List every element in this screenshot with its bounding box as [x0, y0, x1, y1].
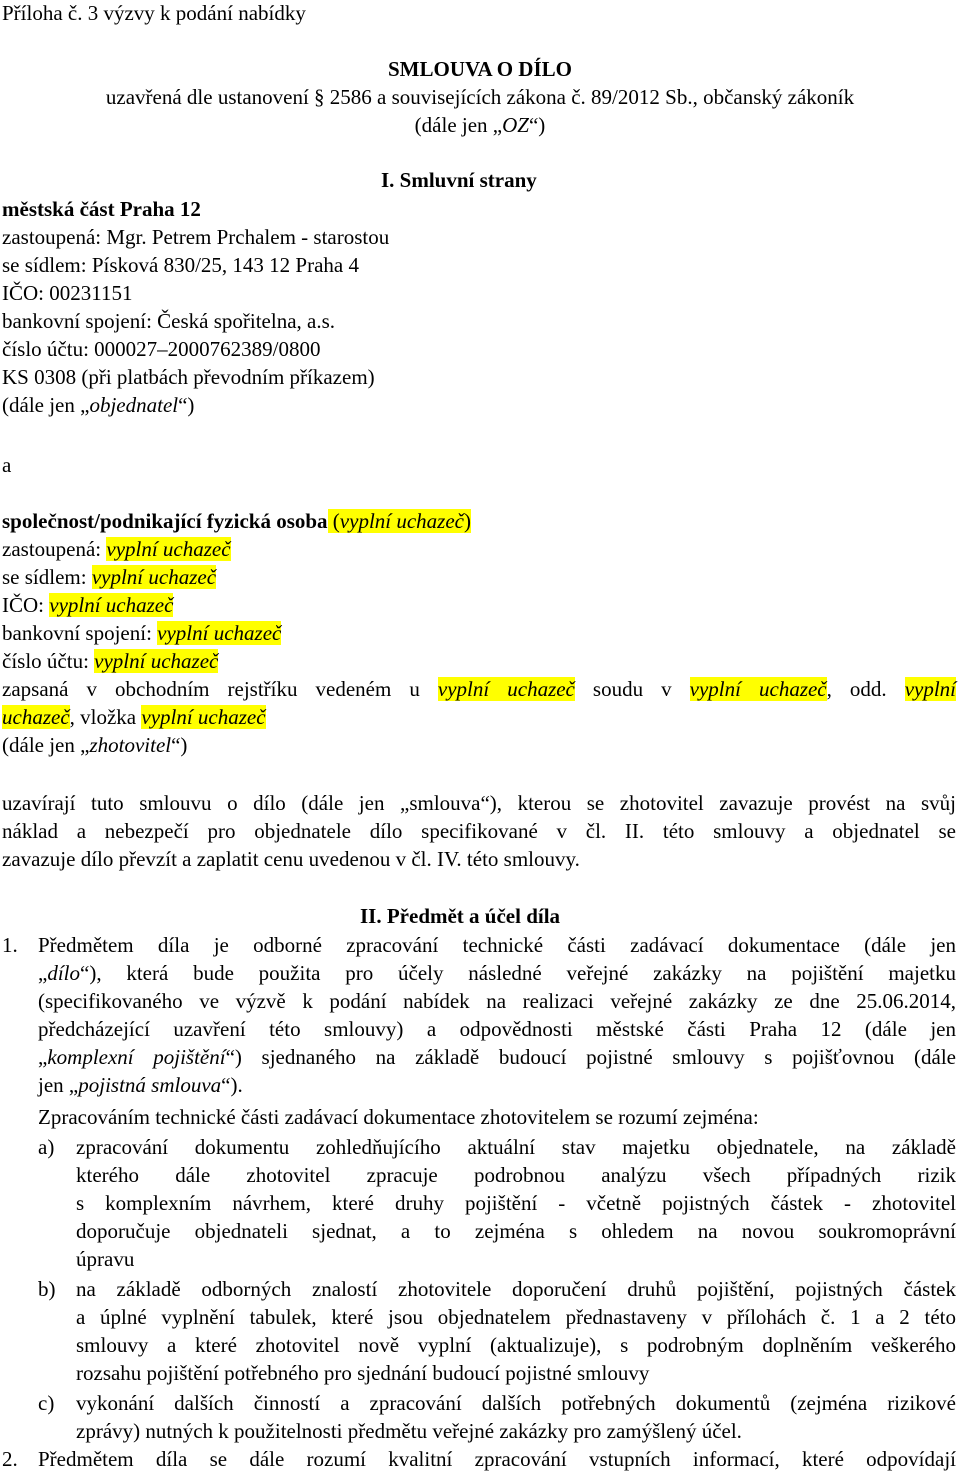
paragraph-line: předcházející uzavření této smlouvy) a odpovědnosti městské části Praha 12 (dále jen	[38, 1017, 956, 1041]
list-line: rozsahu pojištění potřebného pro sjednání budoucí pojistné smlouvy	[76, 1361, 650, 1385]
paragraph-line: jen „pojistná smlouva“).	[38, 1073, 243, 1097]
list-line: smlouvy a které zhotovitel nově vyplní (aktualizuje), s podrobným doplněním veškerého	[76, 1333, 956, 1357]
client-bank: bankovní spojení: Česká spořitelna, a.s.	[2, 309, 336, 333]
list-line: a úplné vyplnění tabulek, které jsou objednatelem přednastaveny v přílohách č. 1 a 2 této	[76, 1305, 956, 1329]
list-line: s komplexním návrhem, které druhy pojištění - včetně pojistných částek - zhotovitel	[76, 1191, 956, 1215]
client-seat: se sídlem: Písková 830/25, 143 12 Praha 4	[2, 253, 359, 277]
item-number: 2.	[2, 1447, 18, 1471]
contractor-register: zapsaná v obchodním rejstříku vedeném u vyplní uchazeč soudu v vyplní uchazeč, odd. vyplní	[2, 677, 957, 701]
fill-placeholder[interactable]: vyplní uchazeč	[94, 649, 219, 673]
fill-placeholder[interactable]: vyplní uchazeč	[689, 677, 827, 701]
list-line: zpracování dokumentu zohledňujícího aktuální stav majetku objednatele, na základě	[76, 1135, 956, 1159]
contractor-seat: se sídlem: vyplní uchazeč	[2, 565, 217, 589]
contractor-bank: bankovní spojení: vyplní uchazeč	[2, 621, 282, 645]
client-alias: (dále jen „objednatel“)	[2, 393, 195, 417]
fill-placeholder[interactable]: vyplní uchazeč	[91, 565, 217, 589]
contract-subtitle: uzavřená dle ustanovení § 2586 a souvisejících zákona č. 89/2012 Sb., občanský zákoník	[105, 85, 855, 109]
fill-placeholder[interactable]: vyplní uchazeč	[437, 677, 575, 701]
contractor-alias: (dále jen „zhotovitel“)	[2, 733, 188, 757]
fill-placeholder[interactable]: vyplní uchazeč	[106, 537, 231, 561]
contractor-account: číslo účtu: vyplní uchazeč	[2, 649, 219, 673]
item-label: a)	[38, 1135, 55, 1159]
fill-placeholder[interactable]: uchazeč	[2, 705, 70, 729]
item-label: b)	[38, 1277, 56, 1301]
item-number: 1.	[2, 933, 18, 957]
section-2-heading: II. Předmět a účel díla	[360, 904, 561, 928]
contract-title: SMLOUVA O DÍLO	[388, 57, 572, 81]
contract-subtitle-alias: (dále jen „OZ“)	[414, 113, 546, 137]
list-line: zprávy) nutných k použitelnosti předmětu veřejné zakázky pro zamýšlený účel.	[76, 1419, 742, 1443]
contractor-ico: IČO: vyplní uchazeč	[2, 593, 174, 617]
list-line: na základě odborných znalostí zhotovitele doporučení druhů pojištění, pojistných částek	[76, 1277, 956, 1301]
list-line: kterého dále zhotovitel zpracuje podrobnou analýzu všech případných rizik	[76, 1163, 956, 1187]
contractor-register-cont: uchazeč, vložka vyplní uchazeč	[2, 705, 266, 729]
intro-line: uzavírají tuto smlouvu o dílo (dále jen „smlouva“), kterou se zhotovitel zavazuje provést na svůj	[2, 791, 956, 815]
client-account: číslo účtu: 000027–2000762389/0800	[2, 337, 321, 361]
client-name: městská část Praha 12	[2, 197, 201, 221]
client-ico: IČO: 00231151	[2, 281, 133, 305]
intro-line: zavazuje dílo převzít a zaplatit cenu uvedenou v čl. IV. této smlouvy.	[2, 847, 580, 871]
attachment-label: Příloha č. 3 výzvy k podání nabídky	[2, 1, 306, 25]
fill-placeholder[interactable]: vyplní uchazeč	[141, 705, 266, 729]
section-1-heading: I. Smluvní strany	[381, 168, 537, 192]
paragraph-line: „dílo“), která bude použita pro účely následné veřejné zakázky na pojištění majetku	[38, 961, 956, 985]
client-ks: KS 0308 (při platbách převodním příkazem)	[2, 365, 375, 389]
paragraph-line: „komplexní pojištění“) sjednaného na základě budoucí pojistné smlouvy s pojišťovnou (dále	[38, 1045, 956, 1069]
client-represented: zastoupená: Mgr. Petrem Prchalem - starostou	[2, 225, 390, 249]
fill-placeholder[interactable]: vyplní uchazeč	[49, 593, 174, 617]
paragraph-line: Předmětem díla je odborné zpracování technické části zadávací dokumentace (dále jen	[38, 933, 956, 957]
list-line: vykonání dalších činností a zpracování dalších potřebných dokumentů (zejména rizikové	[76, 1391, 956, 1415]
list-line: úpravu	[76, 1247, 135, 1271]
item-label: c)	[38, 1391, 55, 1415]
paragraph-line: Zpracováním technické části zadávací dokumentace zhotovitelem se rozumí zejména:	[38, 1105, 759, 1129]
contractor-name: společnost/podnikající fyzická osoba (vyplní uchazeč)	[2, 509, 471, 533]
intro-line: náklad a nebezpečí pro objednatele dílo specifikované v čl. II. této smlouvy a objednatel se	[2, 819, 956, 843]
conjunction: a	[2, 453, 12, 477]
fill-placeholder[interactable]: vyplní uchazeč	[157, 621, 282, 645]
paragraph-line: (specifikovaného ve výzvě k podání nabídek na realizaci veřejné zakázky ze dne 25.06.2014,	[38, 989, 956, 1013]
paragraph-line: Předmětem díla se dále rozumí kvalitní zpracování vstupních informací, které odpovídají	[38, 1447, 956, 1471]
contractor-represented: zastoupená: vyplní uchazeč	[2, 537, 231, 561]
list-line: doporučuje objednateli sjednat, a to zejména s ohledem na novou soukromoprávní	[76, 1219, 956, 1243]
fill-placeholder[interactable]: vyplní	[904, 677, 957, 701]
